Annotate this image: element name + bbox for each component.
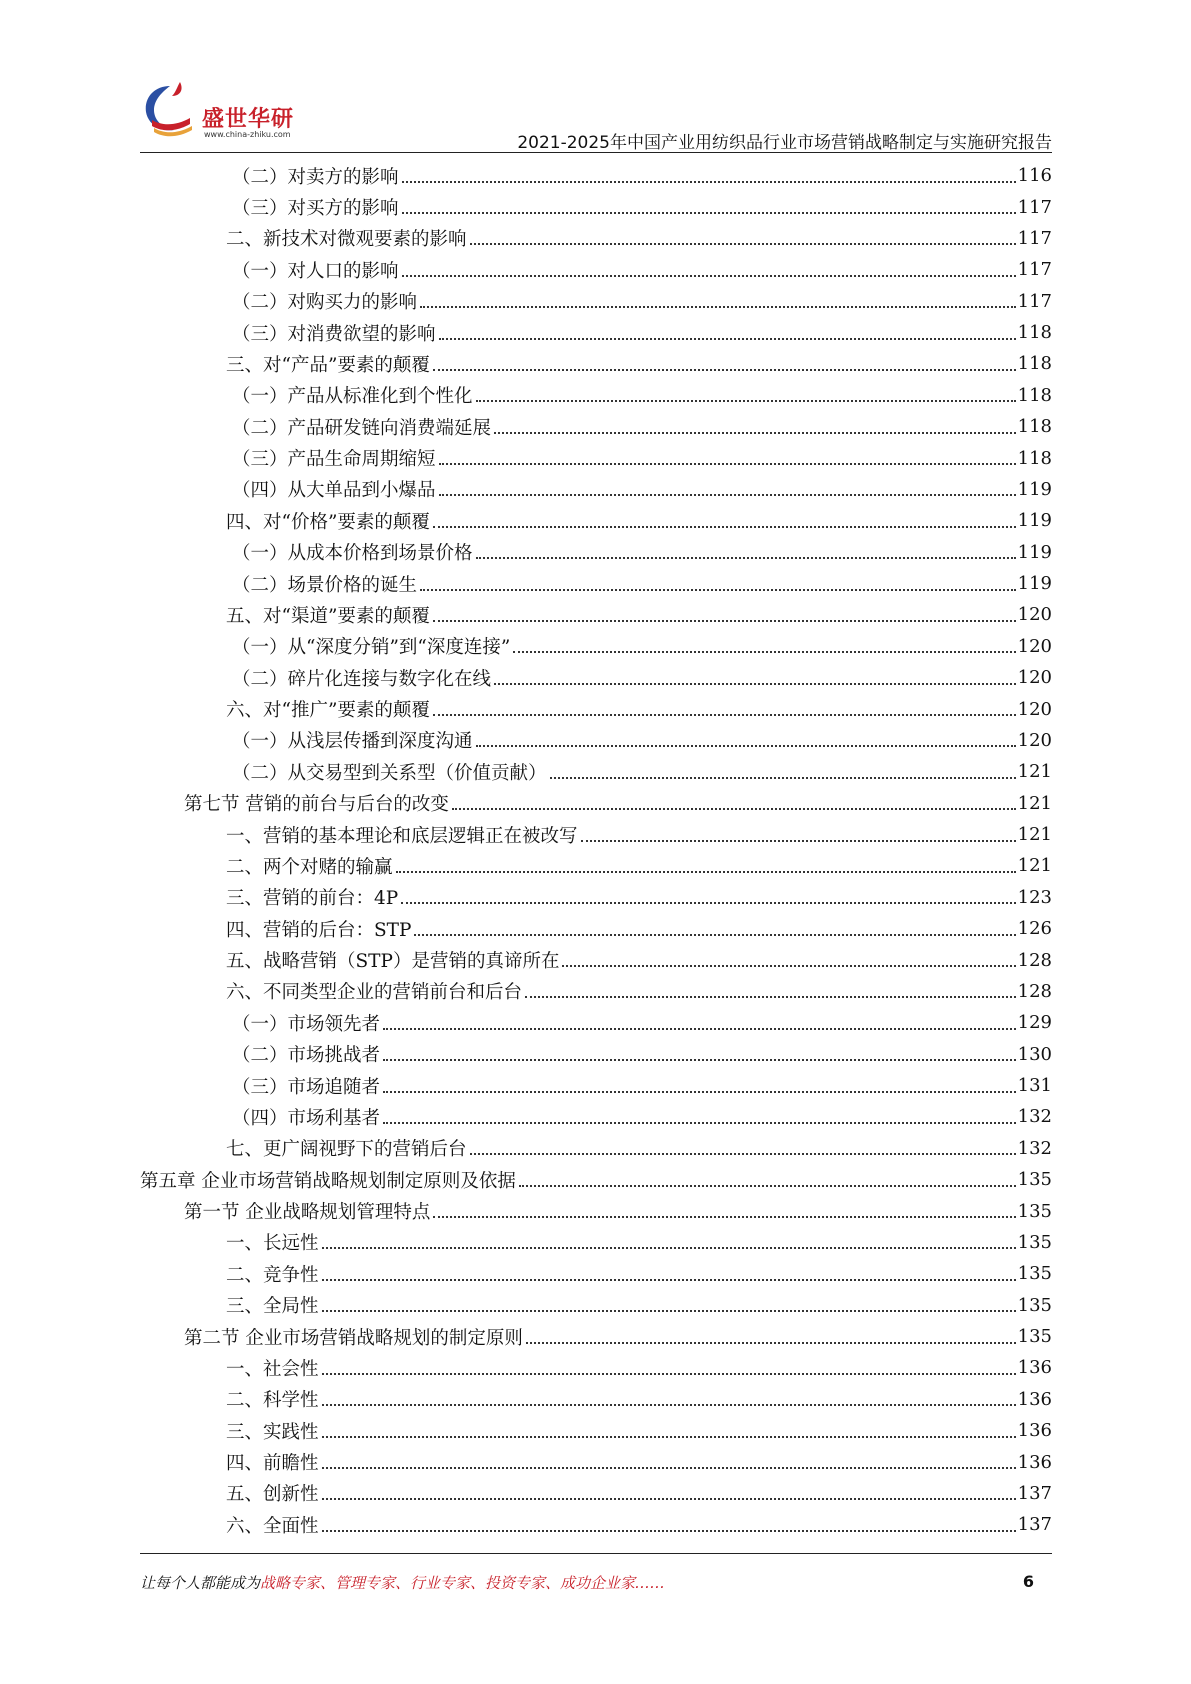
- toc-dot-leader: [401, 902, 1015, 904]
- toc-entry-page: 128: [1017, 980, 1052, 1002]
- toc-dot-leader: [420, 589, 1016, 591]
- toc-entry-title: （二）产品研发链向消费端延展: [232, 417, 492, 439]
- toc-entry-title: 五、创新性: [226, 1484, 319, 1506]
- toc-dot-leader: [402, 275, 1016, 277]
- toc-entry-page: 137: [1017, 1482, 1052, 1504]
- toc-entry-title: （一）产品从标准化到个性化: [232, 386, 473, 408]
- toc-dot-leader: [439, 338, 1016, 340]
- toc-entry-title: 一、社会性: [226, 1358, 319, 1380]
- toc-entry-page: 121: [1017, 761, 1052, 783]
- toc-entry-title: 三、实践性: [226, 1421, 319, 1443]
- toc-dot-leader: [322, 1498, 1016, 1500]
- toc-entry[interactable]: [140, 160, 1052, 191]
- toc-dot-leader: [322, 1247, 1016, 1249]
- toc-entry-page: 135: [1017, 1326, 1052, 1348]
- toc-dot-leader: [433, 526, 1016, 528]
- toc-entry-page: 118: [1017, 447, 1052, 469]
- toc-entry[interactable]: [140, 1039, 1052, 1070]
- toc-entry[interactable]: [140, 819, 1052, 850]
- toc-dot-leader: [322, 1279, 1016, 1281]
- toc-dot-leader: [494, 432, 1016, 434]
- toc-entry[interactable]: [140, 631, 1052, 662]
- toc-dot-leader: [476, 400, 1016, 402]
- toc-entry-page: 135: [1017, 1169, 1052, 1191]
- toc-entry[interactable]: [140, 191, 1052, 222]
- toc-entry-title: 六、不同类型企业的营销前台和后台: [226, 982, 523, 1004]
- toc-entry-page: 129: [1017, 1012, 1052, 1034]
- toc-entry-page: 117: [1017, 196, 1052, 218]
- toc-dot-leader: [470, 1153, 1016, 1155]
- toc-entry-title: （一）从浅层传播到深度沟通: [232, 731, 473, 753]
- toc-entry-title: 三、全局性: [226, 1296, 319, 1318]
- toc-entry-page: 121: [1017, 855, 1052, 877]
- toc-entry-title: 二、竞争性: [226, 1264, 319, 1286]
- toc-entry[interactable]: [140, 976, 1052, 1007]
- toc-dot-leader: [433, 369, 1016, 371]
- toc-entry[interactable]: [140, 254, 1052, 285]
- toc-entry[interactable]: [140, 913, 1052, 944]
- toc-dot-leader: [513, 651, 1015, 653]
- toc-entry-page: 119: [1017, 478, 1052, 500]
- slogan-prefix: 让每个人都能成为: [140, 1574, 261, 1592]
- toc-dot-leader: [383, 1122, 1016, 1124]
- toc-entry-title: （二）对卖方的影响: [232, 166, 399, 188]
- toc-entry[interactable]: [140, 944, 1052, 975]
- toc-entry-page: 126: [1017, 918, 1052, 940]
- toc-entry-title: 四、营销的后台：STP: [226, 919, 412, 941]
- toc-entry-title: 第七节 营销的前台与后台的改变: [184, 794, 449, 816]
- toc-entry[interactable]: [140, 1352, 1052, 1383]
- toc-dot-leader: [526, 1342, 1016, 1344]
- footer-slogan: [140, 1572, 665, 1593]
- toc-entry-title: （一）从“深度分销”到“深度连接”: [232, 637, 511, 659]
- toc-dot-leader: [476, 557, 1016, 559]
- toc-dot-leader: [322, 1467, 1016, 1469]
- toc-dot-leader: [494, 683, 1016, 685]
- toc-dot-leader: [396, 871, 1016, 873]
- toc-entry-title: 三、对“产品”要素的颠覆: [226, 354, 430, 376]
- toc-entry-page: 135: [1017, 1263, 1052, 1285]
- toc-dot-leader: [525, 996, 1016, 998]
- toc-dot-leader: [383, 1059, 1016, 1061]
- toc-entry-title: 一、长远性: [226, 1233, 319, 1255]
- toc-entry-title: 第一节 企业战略规划管理特点: [184, 1202, 431, 1224]
- toc-dot-leader: [420, 306, 1016, 308]
- toc-entry[interactable]: [140, 725, 1052, 756]
- toc-entry-page: 118: [1017, 416, 1052, 438]
- toc-entry-page: 118: [1017, 322, 1052, 344]
- toc-dot-leader: [322, 1404, 1016, 1406]
- toc-dot-leader: [439, 463, 1016, 465]
- toc-dot-leader: [322, 1530, 1016, 1532]
- toc-entry-page: 118: [1017, 384, 1052, 406]
- toc-dot-leader: [550, 777, 1016, 779]
- toc-entry[interactable]: [140, 1258, 1052, 1289]
- toc-entry[interactable]: [140, 223, 1052, 254]
- toc-entry-title: （四）市场利基者: [232, 1107, 381, 1129]
- toc-entry-page: 117: [1017, 290, 1052, 312]
- toc-entry-page: 130: [1017, 1043, 1052, 1065]
- toc-entry[interactable]: [140, 882, 1052, 913]
- toc-entry-page: 137: [1017, 1514, 1052, 1536]
- toc-dot-leader: [383, 1028, 1016, 1030]
- toc-entry-page: 121: [1017, 824, 1052, 846]
- toc-entry-page: 135: [1017, 1294, 1052, 1316]
- toc-entry[interactable]: [140, 599, 1052, 630]
- toc-dot-leader: [562, 965, 1015, 967]
- company-logo: [140, 80, 310, 142]
- toc-entry[interactable]: [140, 537, 1052, 568]
- toc-entry-page: 136: [1017, 1420, 1052, 1442]
- logo-emblem-icon: [140, 80, 204, 142]
- toc-entry-page: 136: [1017, 1388, 1052, 1410]
- toc-dot-leader: [322, 1436, 1016, 1438]
- toc-entry-page: 119: [1017, 573, 1052, 595]
- toc-entry[interactable]: [140, 442, 1052, 473]
- report-title: 2021-2025年中国产业用纺织品行业市场营销战略制定与实施研究报告: [517, 133, 1052, 153]
- toc-entry[interactable]: [140, 411, 1052, 442]
- toc-entry[interactable]: [140, 693, 1052, 724]
- toc-dot-leader: [433, 714, 1016, 716]
- toc-entry-title: 二、两个对赌的输赢: [226, 856, 393, 878]
- toc-dot-leader: [322, 1373, 1016, 1375]
- toc-entry-title: 三、营销的前台：4P: [226, 888, 399, 910]
- toc-entry-page: 120: [1017, 667, 1052, 689]
- toc-entry-page: 116: [1017, 165, 1052, 187]
- toc-entry[interactable]: [140, 850, 1052, 881]
- toc-entry-title: 七、更广阔视野下的营销后台: [226, 1139, 467, 1161]
- toc-dot-leader: [433, 620, 1016, 622]
- toc-dot-leader: [519, 1185, 1016, 1187]
- toc-entry-title: 四、对“价格”要素的颠覆: [226, 511, 430, 533]
- toc-entry[interactable]: [140, 286, 1052, 317]
- toc-entry[interactable]: [140, 317, 1052, 348]
- toc-entry-page: 118: [1017, 353, 1052, 375]
- toc-entry-title: 第二节 企业市场营销战略规划的制定原则: [184, 1327, 523, 1349]
- toc-entry-page: 119: [1017, 510, 1052, 532]
- toc-entry-title: 五、对“渠道”要素的颠覆: [226, 605, 430, 627]
- toc-entry-page: 120: [1017, 698, 1052, 720]
- toc-entry[interactable]: [140, 1446, 1052, 1477]
- footer-divider: [140, 1553, 1052, 1554]
- toc-entry[interactable]: [140, 1101, 1052, 1132]
- toc-entry-page: 136: [1017, 1357, 1052, 1379]
- page-number: 6: [1022, 1572, 1034, 1591]
- toc-entry[interactable]: [140, 568, 1052, 599]
- toc-entry-title: （三）对买方的影响: [232, 198, 399, 220]
- toc-entry-title: 六、对“推广”要素的颠覆: [226, 700, 430, 722]
- toc-entry-page: 120: [1017, 729, 1052, 751]
- toc-entry[interactable]: [140, 474, 1052, 505]
- toc-entry-title: （三）市场追随者: [232, 1076, 381, 1098]
- toc-entry[interactable]: [140, 788, 1052, 819]
- toc-entry-title: 二、科学性: [226, 1390, 319, 1412]
- toc-entry-title: （三）对消费欲望的影响: [232, 323, 436, 345]
- toc-entry[interactable]: [140, 756, 1052, 787]
- toc-entry-title: （三）产品生命周期缩短: [232, 449, 436, 471]
- toc-entry-title: 五、战略营销（STP）是营销的真谛所在: [226, 951, 560, 973]
- toc-entry[interactable]: [140, 505, 1052, 536]
- header-divider: [140, 152, 1052, 153]
- toc-entry-page: 123: [1017, 886, 1052, 908]
- toc-entry-title: （二）对购买力的影响: [232, 292, 418, 314]
- toc-entry[interactable]: [140, 662, 1052, 693]
- logo-url: www.china-zhiku.com: [204, 130, 291, 139]
- toc-dot-leader: [383, 1091, 1016, 1093]
- toc-entry-title: 第五章 企业市场营销战略规划制定原则及依据: [140, 1170, 516, 1192]
- toc-dot-leader: [581, 840, 1016, 842]
- toc-entry-title: 六、全面性: [226, 1515, 319, 1537]
- toc-entry-page: 128: [1017, 949, 1052, 971]
- toc-entry-page: 135: [1017, 1231, 1052, 1253]
- toc-dot-leader: [402, 212, 1016, 214]
- toc-entry-title: （四）从大单品到小爆品: [232, 480, 436, 502]
- toc-dot-leader: [402, 181, 1016, 183]
- toc-entry-page: 117: [1017, 227, 1052, 249]
- toc-entry-page: 119: [1017, 541, 1052, 563]
- toc-entry-title: （二）碎片化连接与数字化在线: [232, 668, 492, 690]
- toc-entry-page: 135: [1017, 1200, 1052, 1222]
- page-header: [140, 80, 1052, 153]
- toc-entry[interactable]: [140, 1384, 1052, 1415]
- toc-dot-leader: [470, 243, 1016, 245]
- table-of-contents: [140, 160, 1052, 1541]
- toc-entry[interactable]: [140, 1509, 1052, 1540]
- toc-entry-title: （一）从成本价格到场景价格: [232, 543, 473, 565]
- toc-entry-title: （二）市场挑战者: [232, 1045, 381, 1067]
- toc-entry-title: （二）从交易型到关系型（价值贡献）: [232, 762, 547, 784]
- toc-entry[interactable]: [140, 1478, 1052, 1509]
- toc-entry[interactable]: [140, 1164, 1052, 1195]
- toc-entry-title: 二、新技术对微观要素的影响: [226, 229, 467, 251]
- toc-entry-page: 117: [1017, 259, 1052, 281]
- toc-entry[interactable]: [140, 1133, 1052, 1164]
- toc-entry[interactable]: [140, 1070, 1052, 1101]
- toc-dot-leader: [452, 808, 1016, 810]
- toc-entry[interactable]: [140, 1321, 1052, 1352]
- toc-entry-title: （二）场景价格的诞生: [232, 574, 418, 596]
- slogan-highlight: 战略专家、管理专家、行业专家、投资专家、成功企业家……: [260, 1574, 666, 1592]
- toc-entry[interactable]: [140, 348, 1052, 379]
- toc-dot-leader: [476, 745, 1016, 747]
- toc-entry-title: 一、营销的基本理论和底层逻辑正在被改写: [226, 825, 578, 847]
- toc-entry[interactable]: [140, 1227, 1052, 1258]
- logo-name: 盛世华研: [202, 107, 295, 132]
- toc-entry-page: 132: [1017, 1137, 1052, 1159]
- toc-entry-title: （一）对人口的影响: [232, 260, 399, 282]
- page-footer: [140, 1572, 1052, 1596]
- toc-entry-page: 132: [1017, 1106, 1052, 1128]
- toc-dot-leader: [322, 1310, 1016, 1312]
- toc-dot-leader: [439, 494, 1016, 496]
- toc-entry-page: 136: [1017, 1451, 1052, 1473]
- toc-entry[interactable]: [140, 1415, 1052, 1446]
- toc-dot-leader: [414, 934, 1015, 936]
- toc-entry[interactable]: [140, 1007, 1052, 1038]
- toc-entry-page: 120: [1017, 635, 1052, 657]
- toc-entry[interactable]: [140, 380, 1052, 411]
- toc-entry[interactable]: [140, 1290, 1052, 1321]
- toc-entry-page: 121: [1017, 792, 1052, 814]
- toc-entry-title: 四、前瞻性: [226, 1453, 319, 1475]
- toc-dot-leader: [433, 1216, 1015, 1218]
- toc-entry-page: 120: [1017, 604, 1052, 626]
- toc-entry[interactable]: [140, 1195, 1052, 1226]
- toc-entry-page: 131: [1017, 1075, 1052, 1097]
- toc-entry-title: （一）市场领先者: [232, 1013, 381, 1035]
